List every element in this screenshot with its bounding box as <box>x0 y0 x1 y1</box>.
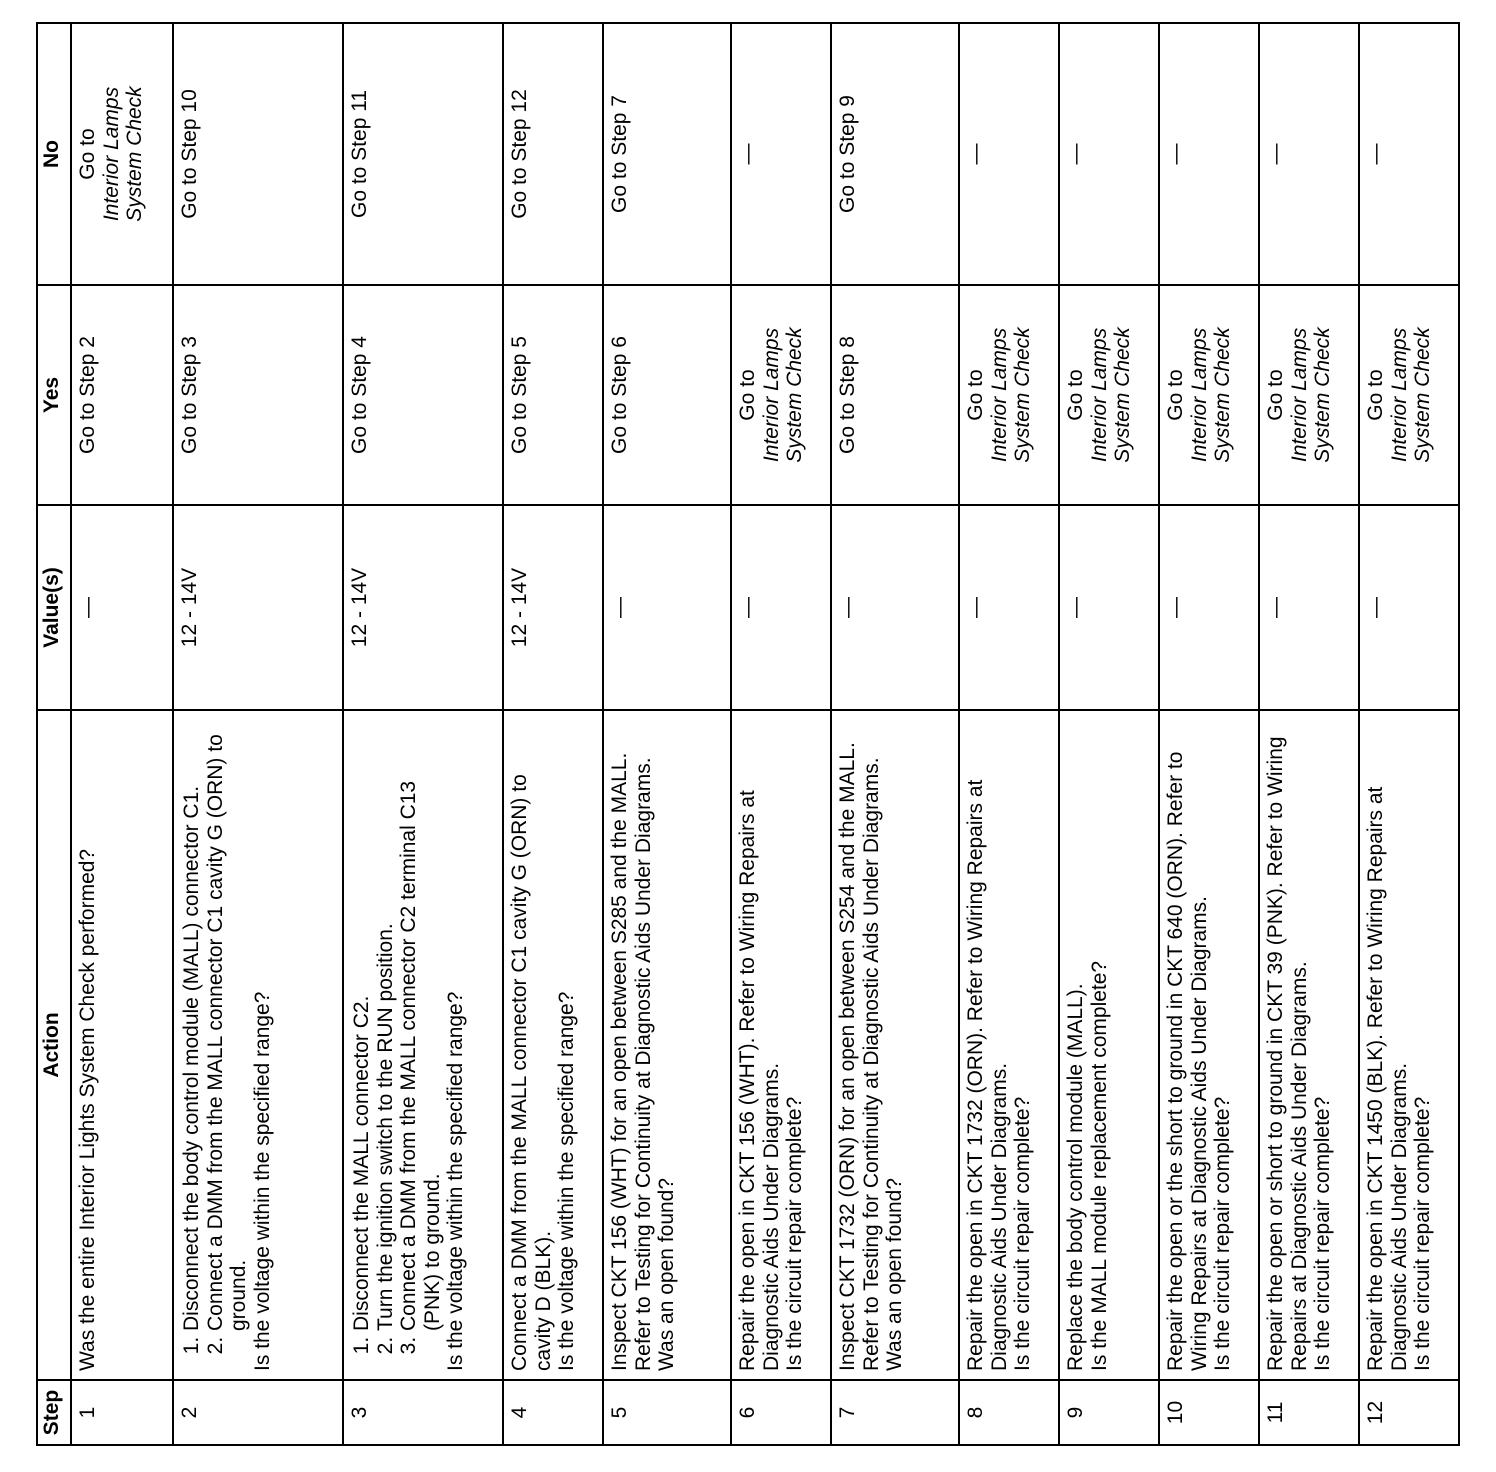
no-cell: — <box>959 23 1059 285</box>
yes-target-2: System Check <box>1411 327 1435 463</box>
header-no: No <box>37 23 71 285</box>
substep-list <box>350 719 444 1371</box>
yes-goto: Go to <box>1064 369 1087 421</box>
action-instruction: Repair the open in CKT 1450 (BLK). Refer to Wiring Repairs at Diagnostic Aids Under Diagrams. <box>1364 786 1411 1371</box>
no-cell: Go to Step 10 <box>173 23 343 285</box>
yes-goto: Go to <box>1364 369 1387 421</box>
no-cell <box>71 23 173 285</box>
value-cell: — <box>959 505 1059 710</box>
header-action: Action <box>37 710 71 1380</box>
action-instruction: Repair the open in CKT 1732 (ORN). Refer to Wiring Repairs at Diagnostic Aids Under Diagrams. <box>964 779 1011 1371</box>
value-cell: — <box>1359 505 1459 710</box>
action-question: Was an open found? <box>883 1177 907 1371</box>
action-instruction: Repair the open or short to ground in CKT 39 (PNK). Refer to Wiring Repairs at Diagnostic Aids Under Diagrams. <box>1264 736 1311 1371</box>
no-cell: — <box>731 23 831 285</box>
yes-target-1: Interior Lamps <box>987 327 1011 463</box>
action-cell <box>503 710 603 1380</box>
step-number: 2 <box>173 1380 343 1445</box>
action-question: Was the entire Interior Lights System Check performed? <box>76 848 99 1371</box>
table-row <box>1259 23 1359 1445</box>
action-question: Is the circuit repair complete? <box>1311 1096 1335 1371</box>
yes-target-1: Interior Lamps <box>1287 327 1311 463</box>
action-question: Is the circuit repair complete? <box>1011 1096 1035 1371</box>
action-question: Is the voltage within the specified range? <box>250 991 274 1371</box>
yes-goto: Go to <box>1264 369 1287 421</box>
action-instruction: Repair the open or the short to ground in CKT 640 (ORN). Refer to Wiring Repairs at Diagnostic Aids Under Diagrams. <box>1164 751 1211 1371</box>
action-cell <box>1259 710 1359 1380</box>
action-question: Is the circuit repair complete? <box>1211 1096 1235 1371</box>
yes-goto: Go to <box>964 369 987 421</box>
step-number: 9 <box>1059 1380 1159 1445</box>
step-number: 11 <box>1259 1380 1359 1445</box>
action-instruction: Inspect CKT 1732 (ORN) for an open between S254 and the MALL. Refer to Testing for Continuity at Diagnostic Aids Under Diagrams. <box>836 742 883 1371</box>
yes-cell <box>1159 285 1259 505</box>
step-number: 8 <box>959 1380 1059 1445</box>
value-cell: 12 - 14V <box>343 505 503 710</box>
substep-list <box>180 719 251 1371</box>
no-cell: — <box>1259 23 1359 285</box>
step-number: 7 <box>831 1380 959 1445</box>
substep: 2. Turn the ignition switch to the RUN position. <box>374 719 398 1331</box>
table-row <box>1359 23 1459 1445</box>
value-cell: — <box>731 505 831 710</box>
yes-target-2: System Check <box>1311 327 1335 463</box>
yes-cell: Go to Step 5 <box>503 285 603 505</box>
table-row <box>173 23 343 1445</box>
no-cell: — <box>1359 23 1459 285</box>
yes-target-1: Interior Lamps <box>1087 327 1111 463</box>
table-row <box>503 23 603 1445</box>
no-cell: Go to Step 7 <box>603 23 731 285</box>
action-question: Was an open found? <box>655 1177 679 1371</box>
step-number: 1 <box>71 1380 173 1445</box>
action-cell <box>71 710 173 1380</box>
yes-cell: Go to Step 8 <box>831 285 959 505</box>
yes-cell <box>959 285 1059 505</box>
value-cell: — <box>603 505 731 710</box>
yes-target-2: System Check <box>1111 327 1135 463</box>
substep: 2. Connect a DMM from the MALL connector C1 cavity G (ORN) to ground. <box>204 719 251 1331</box>
action-cell <box>173 710 343 1380</box>
no-cell: Go to Step 11 <box>343 23 503 285</box>
table-row <box>731 23 831 1445</box>
action-cell <box>603 710 731 1380</box>
yes-cell <box>1259 285 1359 505</box>
yes-goto: Go to <box>736 369 759 421</box>
yes-target-2: System Check <box>1011 327 1035 463</box>
value-cell: 12 - 14V <box>173 505 343 710</box>
action-cell <box>1159 710 1259 1380</box>
action-instruction: Replace the body control module (MALL). <box>1064 983 1087 1371</box>
table-row <box>603 23 731 1445</box>
yes-target-2: System Check <box>1211 327 1235 463</box>
value-cell: — <box>71 505 173 710</box>
value-cell: — <box>1259 505 1359 710</box>
yes-cell: Go to Step 3 <box>173 285 343 505</box>
yes-target-1: Interior Lamps <box>1187 327 1211 463</box>
action-question: Is the MALL module replacement complete? <box>1087 960 1111 1371</box>
yes-cell: Go to Step 2 <box>71 285 173 505</box>
action-question: Is the voltage within the specified range? <box>555 991 579 1371</box>
yes-target-1: Interior Lamps <box>759 327 783 463</box>
no-cell: Go to Step 9 <box>831 23 959 285</box>
yes-cell: Go to Step 4 <box>343 285 503 505</box>
header-step: Step <box>37 1380 71 1445</box>
yes-goto: Go to <box>1164 369 1187 421</box>
table-row <box>71 23 173 1445</box>
step-number: 4 <box>503 1380 603 1445</box>
table-row <box>1059 23 1159 1445</box>
value-cell: — <box>1159 505 1259 710</box>
step-number: 12 <box>1359 1380 1459 1445</box>
yes-cell: Go to Step 6 <box>603 285 731 505</box>
action-cell <box>959 710 1059 1380</box>
action-instruction: Repair the open in CKT 156 (WHT). Refer to Wiring Repairs at Diagnostic Aids Under Diagrams. <box>736 790 783 1371</box>
step-number: 10 <box>1159 1380 1259 1445</box>
header-values: Value(s) <box>37 505 71 710</box>
no-cell: — <box>1159 23 1259 285</box>
action-cell <box>731 710 831 1380</box>
step-number: 5 <box>603 1380 731 1445</box>
yes-target-1: Interior Lamps <box>1387 327 1411 463</box>
step-number: 6 <box>731 1380 831 1445</box>
action-cell <box>1059 710 1159 1380</box>
no-cell: Go to Step 12 <box>503 23 603 285</box>
header-row <box>37 23 71 1445</box>
substep: 1. Disconnect the MALL connector C2. <box>350 719 374 1331</box>
substep: 1. Disconnect the body control module (MALL) connector C1. <box>180 719 204 1331</box>
action-cell <box>831 710 959 1380</box>
substep: 3. Connect a DMM from the MALL connector C2 terminal C13 (PNK) to ground. <box>397 719 444 1331</box>
table-row <box>959 23 1059 1445</box>
value-cell: — <box>831 505 959 710</box>
rotated-document <box>36 24 1488 1446</box>
table-row <box>831 23 959 1445</box>
no-cell: — <box>1059 23 1159 285</box>
action-instruction: Connect a DMM from the MALL connector C1 cavity G (ORN) to cavity D (BLK). <box>508 774 555 1371</box>
yes-cell <box>731 285 831 505</box>
no-goto: Go to <box>76 128 99 180</box>
table-row <box>343 23 503 1445</box>
diagnostic-table <box>36 22 1460 1446</box>
action-question: Is the voltage within the specified range? <box>444 991 468 1371</box>
action-question: Is the circuit repair complete? <box>1411 1096 1435 1371</box>
table-row <box>1159 23 1259 1445</box>
step-number: 3 <box>343 1380 503 1445</box>
value-cell: 12 - 14V <box>503 505 603 710</box>
action-question: Is the circuit repair complete? <box>783 1096 807 1371</box>
no-target-2: System Check <box>123 86 147 222</box>
action-cell <box>343 710 503 1380</box>
action-instruction: Inspect CKT 156 (WHT) for an open between S285 and the MALL. Refer to Testing for Continuity at Diagnostic Aids Under Diagrams. <box>608 752 655 1371</box>
header-yes: Yes <box>37 285 71 505</box>
value-cell: — <box>1059 505 1159 710</box>
yes-cell <box>1359 285 1459 505</box>
action-cell <box>1359 710 1459 1380</box>
no-target-1: Interior Lamps <box>99 86 123 222</box>
yes-cell <box>1059 285 1159 505</box>
yes-target-2: System Check <box>783 327 807 463</box>
